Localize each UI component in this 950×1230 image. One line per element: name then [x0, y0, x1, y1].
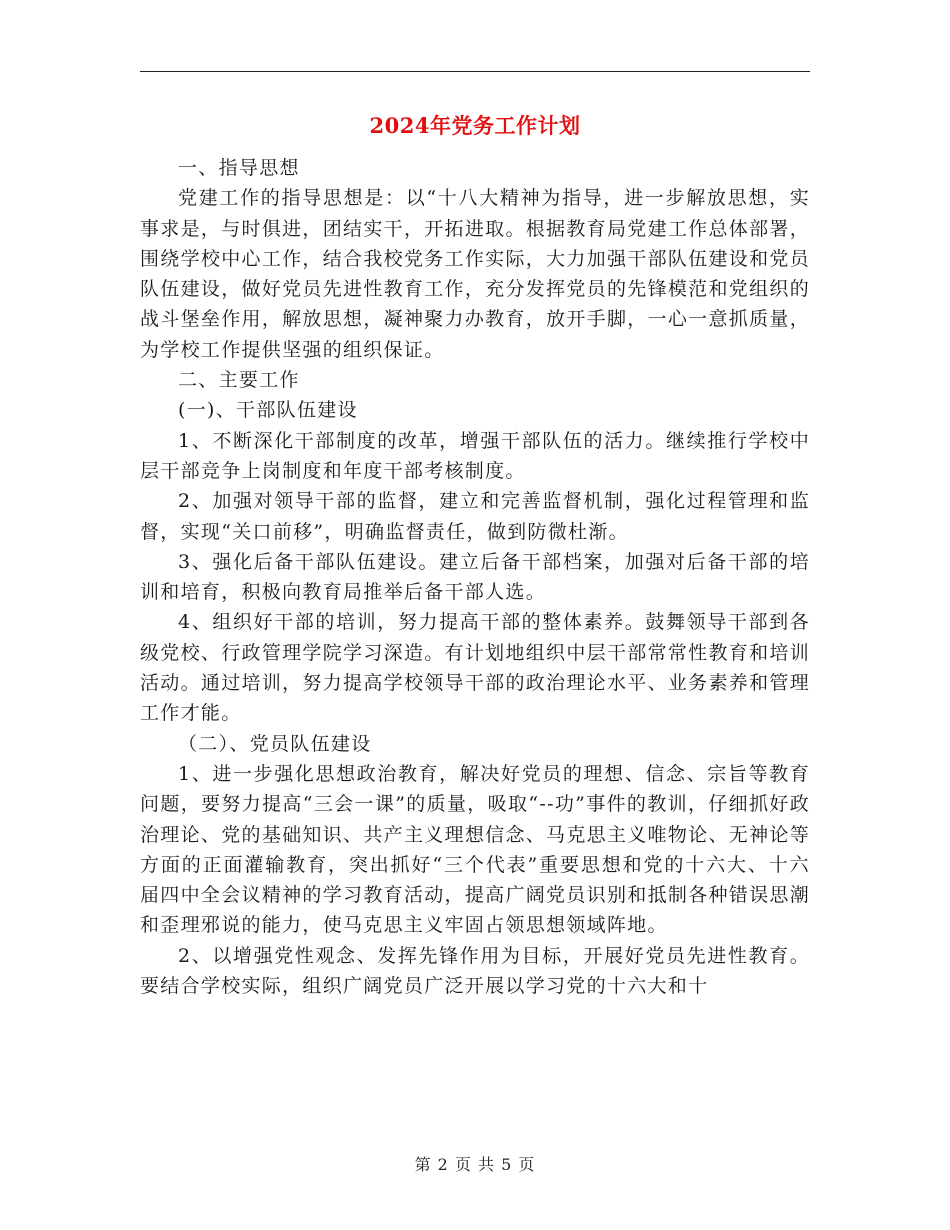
paragraph-guiding-thought: 党建工作的指导思想是：以“十八大精神为指导，进一步解放思想，实事求是，与时俱进，团结实干，开拓进取。根据教育局党建工作总体部署，围绕学校中心工作，结合我校党务工作实际，大力加强干部队伍建设和党员队伍建设，做好党员先进性教育工作，充分发挥党员的先锋模范和党组织的战斗堡垒作用，解放思想，凝神聚力办教育，放开手脚，一心一意抓质量，为学校工作提供坚强的组织保证。 [140, 187, 810, 361]
paragraph-cadre-item-1: 1、不断深化干部制度的改革，增强干部队伍的活力。继续推行学校中层干部竞争上岗制度和年度干部考核制度。 [140, 429, 810, 482]
page-number-footer: 第 2 页 共 5 页 [414, 1155, 536, 1174]
header-rule [140, 71, 810, 72]
paragraph-member-item-2: 2、以增强党性观念、发挥先锋作用为目标，开展好党员先进性教育。要结合学校实际，组织广阔党员广泛开展以学习党的十六大和十 [140, 944, 810, 998]
section-heading-main-work: 二、主要工作 [178, 369, 300, 392]
paragraph-cadre-item-4: 4、组织好干部的培训，努力提高干部的整体素养。鼓舞领导干部到各级党校、行政管理学院学习深造。有计划地组织中层干部常常性教育和培训活动。通过培训，努力提高学校领导干部的政治理论水平、业务素养和管理工作才能。 [140, 611, 810, 725]
document-body [140, 153, 810, 1001]
paragraph-member-item-1: 1、进一步强化思想政治教育，解决好党员的理想、信念、宗旨等教育问题，要努力提高“三会一课”的质量，吸取“--功”事件的教训，仔细抓好政治理论、党的基础知识、共产主义理想信念、马克思主义唯物论、无神论等方面的正面灌输教育，突出抓好“三个代表”重要思想和党的十六大、十六届四中全会议精神的学习教育活动，提高广阔党员识别和抵制各种错误思潮和歪理邪说的能力，使马克思主义牢固占领思想领域阵地。 [140, 762, 810, 937]
subsection-heading-cadre-team: (一)、干部队伍建设 [178, 399, 358, 422]
paragraph-cadre-item-2: 2、加强对领导干部的监督，建立和完善监督机制，强化过程管理和监督，实现“关口前移”，明确监督责任，做到防微杜渐。 [140, 490, 810, 543]
document-title: 2024年党务工作计划 [369, 113, 581, 138]
paragraph-cadre-item-3: 3、强化后备干部队伍建设。建立后备干部档案，加强对后备干部的培训和培育，积极向教育局推举后备干部人选。 [140, 550, 810, 604]
section-heading-guiding-thought: 一、指导思想 [178, 157, 300, 179]
subsection-heading-member-team: （二）、党员队伍建设 [178, 732, 372, 755]
